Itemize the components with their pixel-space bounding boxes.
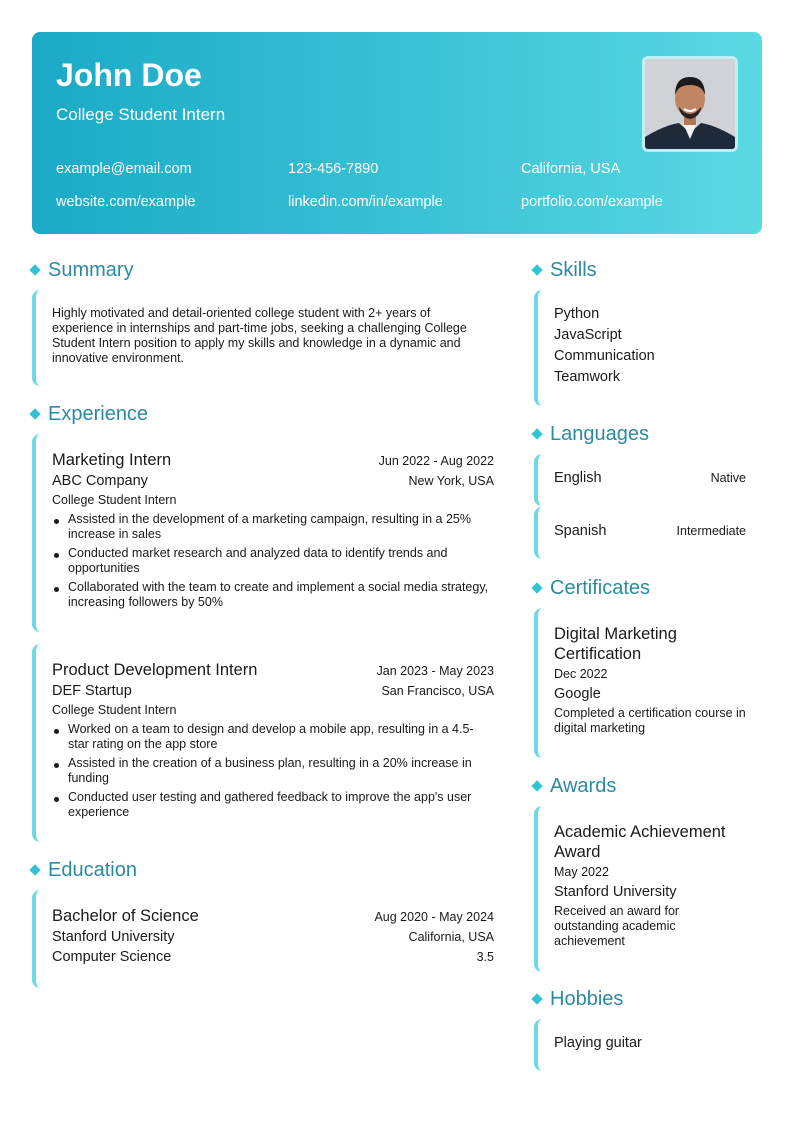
- section-heading-awards: [532, 774, 616, 798]
- section-heading-hobbies: [532, 987, 623, 1011]
- award-issuer: Stanford University: [554, 884, 677, 900]
- profile-photo: [642, 56, 738, 152]
- contact-location: California, USA: [521, 161, 621, 177]
- diamond-icon: [531, 264, 542, 275]
- job-title: Product Development Intern: [52, 661, 258, 679]
- language-level: Native: [710, 471, 746, 485]
- diamond-icon: [29, 408, 40, 419]
- candidate-title: College Student Intern: [56, 105, 226, 124]
- experience-item: [32, 434, 494, 632]
- job-bullet: Collaborated with the team to create and implement a social media strategy, increasing followers by 50%: [52, 580, 494, 610]
- job-role: College Student Intern: [52, 493, 177, 507]
- job-bullet-list: [52, 722, 494, 820]
- award-item: [534, 806, 746, 972]
- job-bullet: Assisted in the development of a marketing campaign, resulting in a 25% increase in sales: [52, 512, 494, 542]
- education-gpa: 3.5: [476, 950, 494, 964]
- summary-text: Highly motivated and detail-oriented college student with 2+ years of experience in internships and part-time jobs, seeking a challenging College Student Intern position to apply my skills and knowledge in a dynamic and innovative environment.: [52, 306, 467, 365]
- award-date: May 2022: [554, 865, 609, 879]
- certificate-date: Dec 2022: [554, 667, 608, 681]
- job-dates: Jun 2022 - Aug 2022: [378, 454, 494, 468]
- job-bullet: Conducted market research and analyzed data to identify trends and opportunities: [52, 546, 494, 576]
- candidate-name: John Doe: [56, 57, 202, 93]
- language-item: [534, 507, 746, 559]
- experience-item: [32, 644, 494, 842]
- certificate-description: Completed a certification course in digital marketing: [554, 706, 746, 735]
- job-title: Marketing Intern: [52, 451, 172, 469]
- job-location: New York, USA: [408, 474, 494, 488]
- award-name: Academic Achievement Award: [554, 823, 726, 861]
- experience-heading: Experience: [48, 403, 149, 425]
- skill-item: Teamwork: [554, 369, 621, 385]
- education-heading: Education: [48, 859, 137, 881]
- languages-heading: Languages: [550, 423, 649, 445]
- education-field: Computer Science: [52, 949, 172, 965]
- section-heading-languages: [532, 422, 649, 446]
- diamond-icon: [29, 264, 40, 275]
- education-location: California, USA: [408, 930, 494, 944]
- section-heading-skills: [532, 258, 597, 282]
- job-dates: Jan 2023 - May 2023: [376, 664, 494, 678]
- profile-photo-image: [645, 59, 735, 149]
- job-bullet: Assisted in the creation of a business plan, resulting in a 20% increase in funding: [52, 756, 494, 786]
- language-name: English: [554, 470, 602, 486]
- job-bullet-list: [52, 512, 494, 610]
- summary-block: [32, 290, 494, 386]
- diamond-icon: [29, 864, 40, 875]
- skills-block: [534, 290, 746, 406]
- language-item: [534, 454, 746, 506]
- contact-email[interactable]: example@email.com: [56, 161, 192, 177]
- section-heading-education: [30, 858, 137, 882]
- education-degree: Bachelor of Science: [52, 907, 199, 925]
- skill-item: Communication: [554, 348, 655, 364]
- language-name: Spanish: [554, 523, 607, 539]
- diamond-icon: [531, 993, 542, 1004]
- certificate-issuer: Google: [554, 686, 601, 702]
- contact-website[interactable]: website.com/example: [56, 194, 196, 210]
- skill-item: Python: [554, 306, 600, 322]
- education-item: [32, 890, 494, 988]
- diamond-icon: [531, 582, 542, 593]
- contact-phone[interactable]: 123-456-7890: [288, 161, 379, 177]
- job-role: College Student Intern: [52, 703, 177, 717]
- section-heading-certificates: [532, 576, 650, 600]
- award-description: Received an award for outstanding academic achievement: [554, 904, 680, 948]
- job-company: ABC Company: [52, 473, 148, 489]
- awards-heading: Awards: [550, 775, 617, 797]
- education-school: Stanford University: [52, 929, 175, 945]
- skills-heading: Skills: [550, 259, 597, 281]
- job-bullet: Worked on a team to design and develop a mobile app, resulting in a 4.5-star rating on the app store: [52, 722, 494, 752]
- resume-header: [32, 32, 762, 234]
- language-level: Intermediate: [676, 524, 746, 538]
- diamond-icon: [531, 780, 542, 791]
- certificate-item: [534, 608, 746, 758]
- section-heading-summary: [30, 258, 134, 282]
- section-heading-experience: [30, 402, 148, 426]
- hobby-item: Playing guitar: [554, 1035, 642, 1051]
- job-company: DEF Startup: [52, 683, 132, 699]
- summary-heading: Summary: [48, 259, 134, 281]
- contact-portfolio[interactable]: portfolio.com/example: [521, 194, 663, 210]
- contact-linkedin[interactable]: linkedin.com/in/example: [288, 194, 443, 210]
- certificates-heading: Certificates: [550, 577, 651, 599]
- hobbies-heading: Hobbies: [550, 988, 624, 1010]
- certificate-name: Digital Marketing Certification: [554, 625, 677, 663]
- diamond-icon: [531, 428, 542, 439]
- education-dates: Aug 2020 - May 2024: [374, 910, 494, 924]
- hobbies-block: [534, 1019, 746, 1071]
- job-location: San Francisco, USA: [381, 684, 494, 698]
- job-bullet: Conducted user testing and gathered feedback to improve the app's user experience: [52, 790, 494, 820]
- skill-item: JavaScript: [554, 327, 622, 343]
